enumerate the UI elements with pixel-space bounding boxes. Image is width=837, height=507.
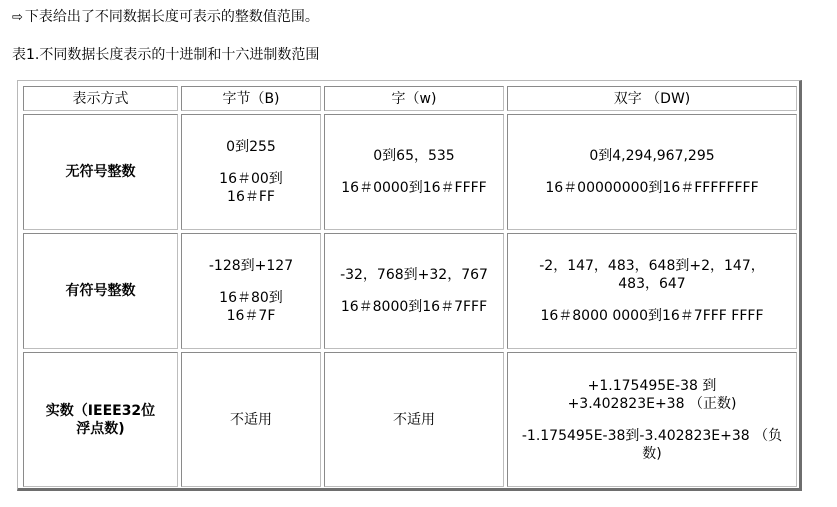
- cell-decimal: 0到255: [226, 139, 276, 155]
- cell-decimal: -128到+127: [208, 258, 294, 274]
- cell-real-byte: [181, 352, 321, 487]
- cell-unsigned-word: [324, 114, 504, 230]
- cell-decimal: 0到4,294,967,295: [589, 148, 715, 164]
- arrow-icon: ⇨: [12, 10, 23, 25]
- table-caption: 表1.不同数据长度表示的十进制和十六进制数范围: [12, 47, 320, 63]
- cell-decimal: -32，768到+32，767: [340, 267, 488, 283]
- range-table-frame: [17, 80, 802, 491]
- intro-line: [12, 8, 319, 27]
- table-row: [23, 233, 797, 349]
- cell-not-applicable: 不适用: [230, 411, 272, 428]
- range-table: [20, 83, 800, 490]
- cell-hex: 16＃0000到16＃FFFF: [341, 180, 487, 196]
- header-word: 字（w): [324, 86, 504, 111]
- table-header-row: [23, 86, 797, 111]
- cell-negative-range: -1.175495E-38到-3.402823E+38 （负 数): [521, 427, 783, 462]
- cell-hex: 16＃00000000到16＃FFFFFFFF: [545, 180, 759, 196]
- header-dword: 双字 （DW): [507, 86, 797, 111]
- table-row: [23, 352, 797, 487]
- cell-not-applicable: 不适用: [393, 411, 435, 428]
- row-label-real: 实数（IEEE32位 浮点数): [23, 352, 178, 487]
- cell-real-word: [324, 352, 504, 487]
- cell-decimal: 0到65，535: [373, 148, 455, 164]
- cell-signed-word: [324, 233, 504, 349]
- cell-positive-range: +1.175495E-38 到 +3.402823E+38 （正数): [567, 377, 737, 412]
- cell-decimal: -2，147，483，648到+2，147， 483，647: [539, 258, 765, 292]
- cell-hex: 16＃80到 16＃7F: [219, 290, 283, 324]
- row-label-signed: 有符号整数: [23, 233, 178, 349]
- cell-hex: 16＃8000到16＃7FFF: [340, 299, 488, 315]
- cell-unsigned-dword: [507, 114, 797, 230]
- cell-hex: 16＃00到 16＃FF: [219, 171, 283, 205]
- cell-unsigned-byte: [181, 114, 321, 230]
- cell-hex: 16＃8000 0000到16＃7FFF FFFF: [540, 308, 764, 324]
- row-label-unsigned: 无符号整数: [23, 114, 178, 230]
- intro-text: 下表给出了不同数据长度可表示的整数值范围。: [24, 9, 319, 25]
- header-byte: 字节（B): [181, 86, 321, 111]
- header-format: 表示方式: [23, 86, 178, 111]
- table-row: [23, 114, 797, 230]
- cell-signed-dword: [507, 233, 797, 349]
- cell-real-dword: [507, 352, 797, 487]
- cell-signed-byte: [181, 233, 321, 349]
